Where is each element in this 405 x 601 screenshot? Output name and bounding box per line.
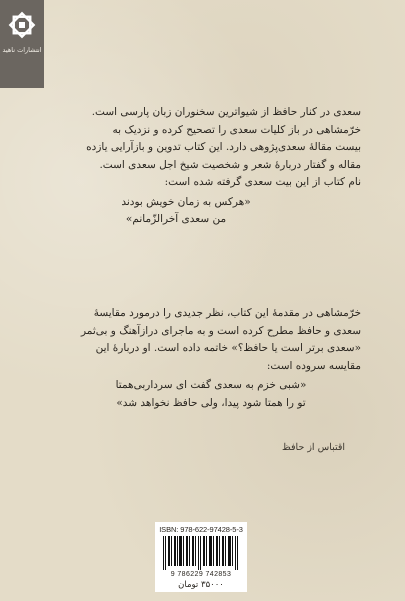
verse2-line: «شبی خزم به سعدی گفت ای سرداربی‌همتا [115,379,307,391]
verse1-line: من سعدی آخرالزّمانم» [125,213,227,225]
verse2-line: تو را همتا شود پیدا، ولی حافظ نخواهد شد» [116,396,306,409]
intro-line: سعدی در کنار حافظ از شیواترین سخنوران زبان پارسی است. [91,106,361,118]
second-line: خرّمشاهی در مقدمهٔ این کتاب، نظر جدیدی را درمورد مقایسهٔ [93,307,361,319]
second-line: سعدی و حافظ مطرح کرده است و به ماجرای درازآهنگ و بی‌ثمر [80,324,361,337]
intro-line: نام کتاب از این بیت سعدی گرفته شده است: [164,176,361,188]
price-label: ۳۵۰۰۰ تومان [178,580,224,590]
publisher-star-logo-icon [7,10,37,40]
verse1-line: «هرکس به زمان خویش بودند [121,195,251,208]
intro-paragraph [61,104,361,229]
barcode-icon [161,536,241,570]
barcode-digits: 9 786229 742853 [170,571,232,578]
second-line: «سعدی برتر است یا حافظ؟» خاتمه داده است. او دربارهٔ این [95,342,361,354]
second-paragraph [61,305,361,412]
intro-line: خرّمشاهی در باز کلیات سعدی را تصحیح کرده و نزدیک به [112,123,361,136]
second-line: مقایسه سروده است: [266,359,361,372]
isbn-text: ISBN: 978-622-97428-5-3 [159,525,243,534]
intro-line: مقاله و گفتار دربارهٔ شعر و شخصیت شیخ اجل سعدی است. [99,158,361,171]
intro-line: بیست مقالهٔ سعدی‌پژوهی دارد. این کتاب تدوین و بازآرایی یازده [86,141,361,153]
publisher-logo-panel [0,0,44,88]
publisher-name: انتشارات ناهید [2,46,42,54]
source-note: اقتباس از حافظ [282,442,345,453]
